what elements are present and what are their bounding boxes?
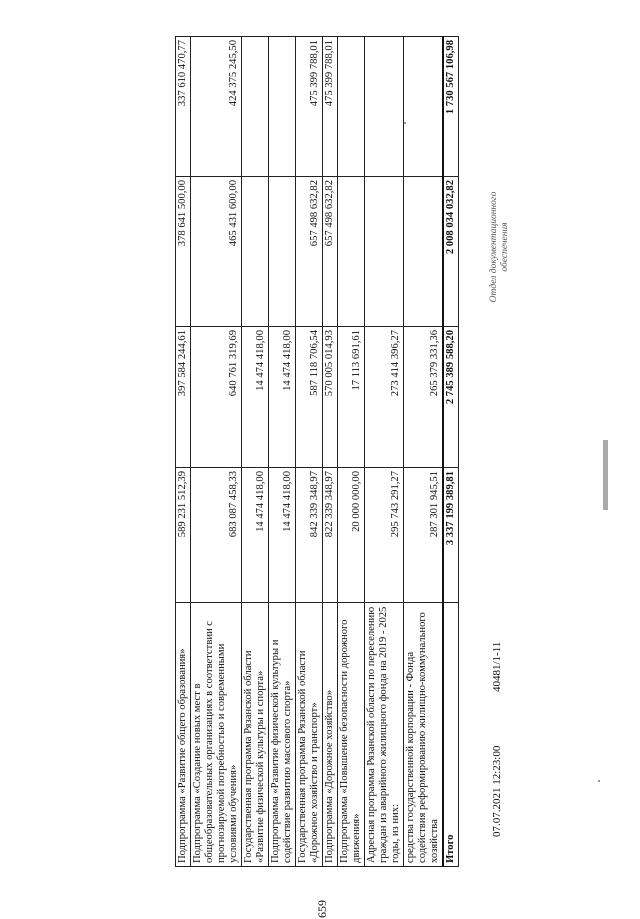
table-row	[296, 37, 323, 867]
amount-cell: 842 339 348,97	[296, 468, 323, 603]
total-amount-cell: 2 745 389 588,20	[443, 327, 459, 468]
amount-cell: 14 474 418,00	[242, 468, 269, 603]
row-name-cell: Подпрограмма «Дорожное хозяйство»	[323, 603, 338, 867]
page-number: 659	[315, 900, 329, 918]
budget-table	[175, 36, 459, 867]
rotated-page-content	[175, 37, 510, 918]
amount-cell: 287 301 945,51	[404, 468, 444, 603]
amount-cell	[404, 37, 444, 177]
amount-cell	[365, 177, 404, 327]
amount-cell: 570 005 014,93	[323, 327, 338, 468]
amount-cell: 475 399 788,01	[323, 37, 338, 177]
row-name-cell: Адресная программа Рязанской области по переселению граждан из аварийного жилищного фонда на 2019 - 2025 годы, из них:	[365, 603, 404, 867]
scan-speck	[404, 122, 406, 124]
amount-cell: 657 498 632,82	[323, 177, 338, 327]
department-stamp	[489, 147, 511, 347]
amount-cell: 683 087 458,33	[191, 468, 242, 603]
table-row	[404, 37, 444, 867]
amount-cell	[269, 37, 296, 177]
scan-speck	[598, 780, 600, 782]
stamp-line-2: обеспечения	[500, 222, 510, 272]
amount-cell	[365, 37, 404, 177]
amount-cell: 475 399 788,01	[296, 37, 323, 177]
amount-cell: 465 431 600,00	[191, 177, 242, 327]
table-row	[323, 37, 338, 867]
amount-cell: 589 231 512,39	[176, 468, 191, 603]
total-amount-cell: 2 008 034 032,82	[443, 177, 459, 327]
total-amount-cell: 3 337 199 389,81	[443, 468, 459, 603]
scan-mark	[603, 440, 608, 510]
amount-cell: 657 498 632,82	[296, 177, 323, 327]
table-row	[338, 37, 365, 867]
row-name-cell: Подпрограмма «Развитие общего образования»	[176, 603, 191, 867]
amount-cell: 14 474 418,00	[242, 327, 269, 468]
amount-cell: 822 339 348,97	[323, 468, 338, 603]
page-footer	[485, 37, 525, 867]
amount-cell: 14 474 418,00	[269, 327, 296, 468]
row-name-cell: Подпрограмма «Создание новых мест в общеобразовательных организациях в соответствии с прогнозируемой потребностью и современными условиями обучения»	[191, 603, 242, 867]
amount-cell: 640 761 319,69	[191, 327, 242, 468]
amount-cell	[338, 37, 365, 177]
amount-cell	[338, 177, 365, 327]
table-row	[269, 37, 296, 867]
row-name-cell: Государственная программа Рязанской области «Развитие физической культуры и спорта»	[242, 603, 269, 867]
amount-cell: 378 641 500,00	[176, 177, 191, 327]
amount-cell: 17 113 691,61	[338, 327, 365, 468]
footer-datetime: 07.07.2021 12:23:00	[491, 745, 503, 837]
amount-cell	[404, 177, 444, 327]
amount-cell: 265 379 331,36	[404, 327, 444, 468]
footer-doc-id: 40481/1-11	[491, 641, 503, 692]
amount-cell: 14 474 418,00	[269, 468, 296, 603]
row-name-cell: Подпрограмма «Повышение безопасности дорожного движения»	[338, 603, 365, 867]
table-row	[242, 37, 269, 867]
total-row	[443, 37, 459, 867]
row-name-cell: средства государственной корпорации - Фонда содействия реформированию жилищно-коммунального хозяйства	[404, 603, 444, 867]
amount-cell: 337 610 470,77	[176, 37, 191, 177]
total-amount-cell: 1 730 567 106,98	[443, 37, 459, 177]
row-name-cell: Государственная программа Рязанской области «Дорожное хозяйство и транспорт»	[296, 603, 323, 867]
amount-cell: 587 118 706,54	[296, 327, 323, 468]
amount-cell: 424 375 245,50	[191, 37, 242, 177]
table-row	[365, 37, 404, 867]
table-row	[191, 37, 242, 867]
amount-cell	[242, 37, 269, 177]
amount-cell: 397 584 244,61	[176, 327, 191, 468]
amount-cell	[269, 177, 296, 327]
amount-cell: 20 000 000,00	[338, 468, 365, 603]
row-name-cell: Подпрограмма «Развитие физической культуры и содействие развитию массового спорта»	[269, 603, 296, 867]
amount-cell: 295 743 291,27	[365, 468, 404, 603]
stamp-line-1: Отдел документационного	[489, 191, 499, 303]
total-label-cell: Итого	[443, 603, 459, 867]
amount-cell	[242, 177, 269, 327]
table-row	[176, 37, 191, 867]
amount-cell: 273 414 396,27	[365, 327, 404, 468]
